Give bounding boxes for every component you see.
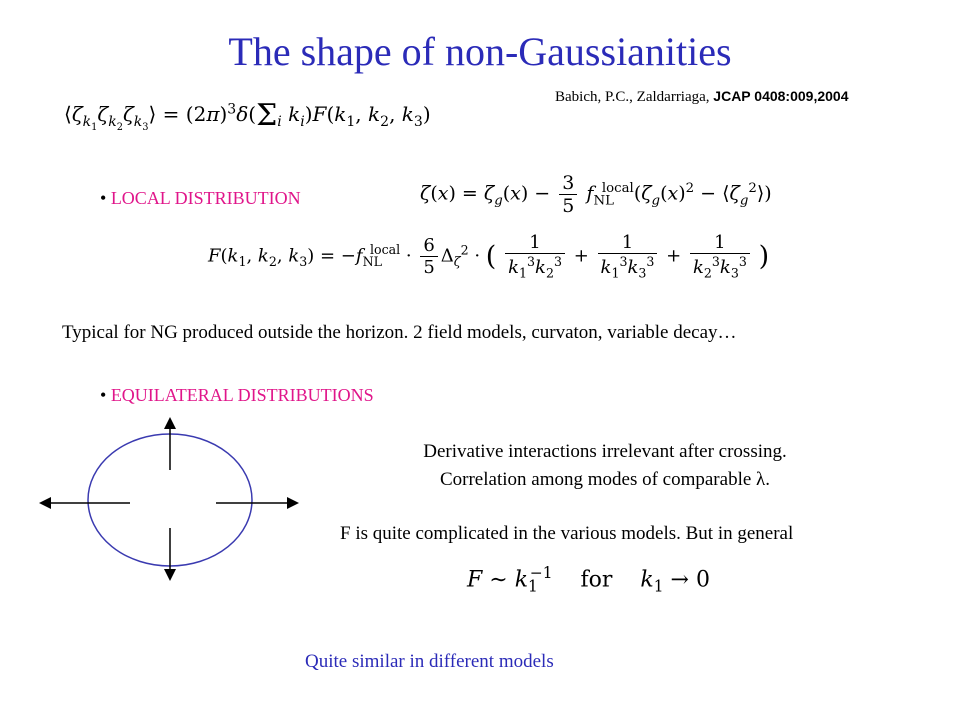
- bullet-equilateral-distributions: • EQUILATERAL DISTRIBUTIONS: [100, 385, 374, 406]
- reference-citation: [555, 88, 848, 106]
- slide-title: The shape of non-Gaussianities: [228, 29, 732, 74]
- equilateral-diagram: [30, 410, 310, 590]
- typical-models-text: Typical for NG produced outside the horizon. 2 field models, curvaton, variable decay…: [62, 322, 737, 343]
- limit-equation: F ∼ $k_1^{-1}$ for $k_1 \to 0$: [467, 564, 710, 596]
- derivative-text: Derivative interactions irrelevant after crossing.: [423, 441, 787, 462]
- correlation-text: Correlation among modes of comparable λ.: [439, 469, 770, 490]
- reference-journal: JCAP 0408:009,2004: [713, 88, 849, 104]
- reference-authors: Babich, P.C., Zaldarriaga,: [555, 89, 710, 105]
- bullet-local-distribution: • LOCAL DISTRIBUTION: [100, 188, 301, 209]
- local-zeta-equation: $\zeta(x) = \zeta_g(x)$ − $\frac{3}{5}$ $f_{NL}^{local}(\zeta_g(x)^2$ − $⟨\zeta_g^2⟩$): [420, 172, 772, 217]
- bispectrum-equation: $⟨\zeta_{k_1}\zeta_{k_2}\zeta_{k_3}⟩ = (2\pi)^3\delta(\Sigma_i$ $k_i)F(k_1$, $k_2$, $k_3$): [64, 98, 431, 133]
- footer-text: Quite similar in different models: [305, 651, 554, 672]
- complicated-text: F is quite complicated in the various models. But in general: [340, 523, 794, 544]
- local-F-equation: $F(k_1$, $k_2$, $k_3) = -f_{NL}^{local}$ · $\frac{6}{5}$ $\Delta_\zeta^2$ · ( $\frac{1}{k_1^3k_2^3}$ + $\frac{1}{k_1^3k_3^3}$ + $\frac{1}{k_2^3k_3^3}$ ): [208, 232, 770, 281]
